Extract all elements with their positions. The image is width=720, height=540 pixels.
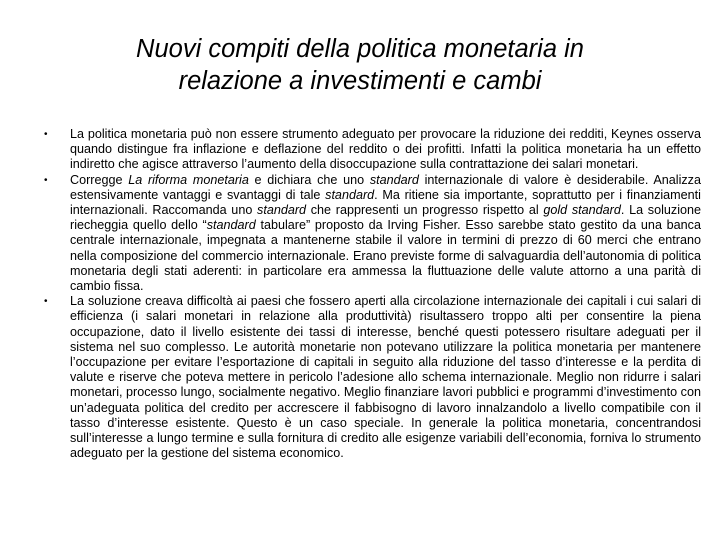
text-segment: . Ma ritiene sia importante, soprattutto per i finanziamenti internazionali. Raccomanda uno (70, 187, 701, 218)
text-segment-italic: gold standard (543, 203, 621, 218)
bullet-text (70, 173, 701, 295)
text-segment-italic: La riforma monetaria (128, 172, 249, 187)
text-segment: Corregge (70, 172, 129, 187)
slide-title (40, 33, 680, 97)
text-segment: che rappresenti un progresso rispetto al (306, 203, 544, 218)
bullet-marker: • (44, 129, 48, 140)
bullet-marker: • (44, 174, 48, 186)
text-segment-italic: standard (325, 187, 375, 202)
text-segment-italic: standard (206, 218, 256, 233)
text-segment-italic: standard (369, 172, 419, 187)
bullet-text (70, 127, 701, 173)
text-segment: . La soluzione riecheggia quello dello “ (70, 203, 702, 233)
bullet-list (0, 127, 720, 461)
text-segment: e dichiara che uno (248, 172, 370, 187)
bullet-text (70, 294, 701, 461)
text-segment: internazionale di valore è desiderabile. Analizza estensivamente vantaggi e svantaggi di tale (70, 172, 701, 202)
bullet-item (0, 294, 720, 461)
text-segment: La soluzione creava difficoltà ai paesi che fossero aperti alla circolazione internazionale dei capitali i cui salari di efficienza (i salari monetari in relazione alla produttività) risultassero troppo alti per consentire la piena occupazione, dato il livello esistente dei tassi di interesse, benché questi potessero risultare adeguati per il sistema nel suo complesso. Le autorità monetarie non potevano utilizzare la politica monetaria per mantenere l’occupazione per evitare l’esportazione di capitali in seguito alla riduzione del tasso d’interesse e la perdita di valute e riserve che poteva mettere in pericolo l’adesione allo schema internazionale. Meglio non ridurre i salari monetari, processo lungo, socialmente negativo. Meglio finanziare lavori pubblici e programmi d’investimento con un’adeguata politica del credito per accrescere il fabbisogno di lavoro innalzandolo a livello compatibile con il tasso d’interesse esistente. Questo è un caso speciale. In generale la politica monetaria, concentrandosi sull’interesse a lungo termine e sulla fornitura di credito alle esigenze variabili dell’economia, forniva lo strumento adeguato per la gestione del sistema economico. (70, 294, 701, 461)
bullet-item (0, 127, 720, 173)
text-segment-italic: standard (257, 203, 307, 218)
text-segment: tabulare” proposto da Irving Fisher. Esso sarebbe stato gestito da una banca centrale internazionale, impegnata a mantenerne stabile il valore in termini di prezzo di 60 merci che entrano nella composizione del commercio internazionale. Erano previste forme di salvaguardia dell’autonomia di politica monetaria degli stati aderenti: in particolare era ammessa la fluttuazione delle valute attorno a una parità di cambio fissa. (70, 218, 701, 294)
slide-title-line-2: relazione a investimenti e cambi (178, 67, 542, 95)
bullet-item (0, 173, 720, 295)
bullet-marker: • (44, 296, 48, 308)
slide-title-line-1: Nuovi compiti della politica monetaria in (136, 35, 584, 63)
text-segment: La politica monetaria può non essere strumento adeguato per provocare la riduzione dei redditi, Keynes osserva quando distingue fra inflazione e deflazione del reddito o dei profitti. Infatti la politica monetaria ha un effetto indiretto che agisce attraverso l’aumento della disoccupazione sulla contrattazione dei salari monetari. (70, 127, 701, 172)
